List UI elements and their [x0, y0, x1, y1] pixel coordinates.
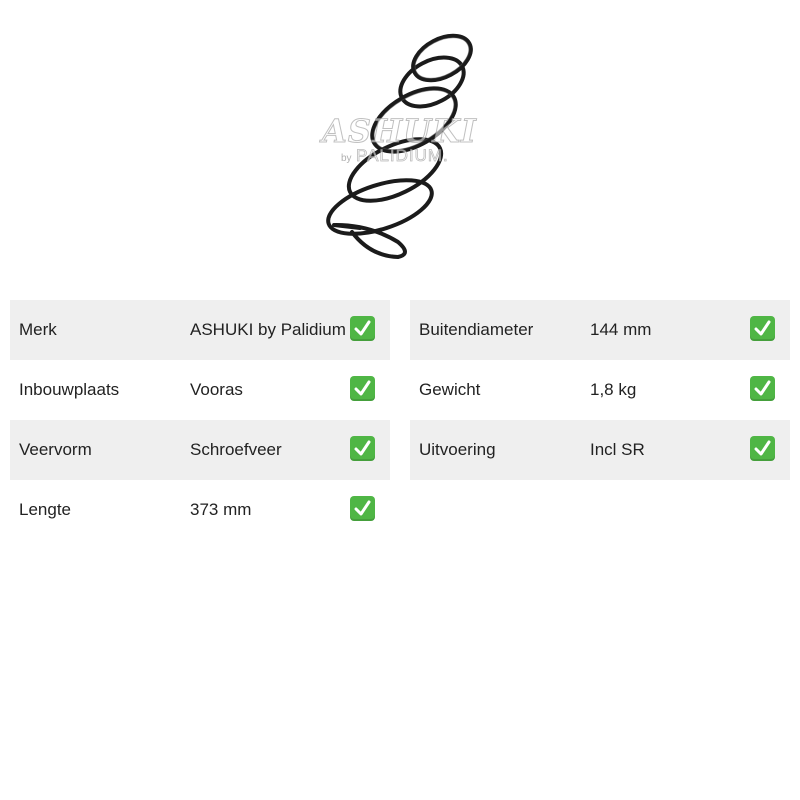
spec-row-buitendiameter	[410, 300, 790, 360]
check-mark-icon	[750, 376, 775, 401]
watermark-sub-text: PALIDIUM.	[356, 146, 449, 165]
spec-table-right	[410, 300, 790, 480]
spec-label: Inbouwplaats	[19, 380, 120, 399]
spec-value: Incl SR	[590, 440, 645, 459]
spec-row-lengte	[10, 480, 390, 540]
spec-label: Veervorm	[19, 440, 92, 459]
check-mark-icon	[350, 376, 375, 401]
spec-table-left	[10, 300, 390, 540]
check-mark-icon	[750, 316, 775, 341]
spec-label: Merk	[19, 320, 57, 339]
coil-spring-icon	[310, 20, 490, 270]
spec-row-veervorm	[10, 420, 390, 480]
watermark-by-text: by	[341, 153, 352, 164]
check-mark-icon	[350, 496, 375, 521]
spec-label: Lengte	[19, 500, 71, 519]
spec-value: ASHUKI by Palidium	[190, 320, 346, 339]
spec-value: 144 mm	[590, 320, 652, 339]
watermark-logo-text: ASHUKI	[322, 112, 477, 150]
spec-label: Gewicht	[419, 380, 481, 399]
spec-row-uitvoering	[410, 420, 790, 480]
spec-value: 1,8 kg	[590, 380, 637, 399]
spec-row-gewicht	[410, 360, 790, 420]
spec-value: Vooras	[190, 380, 243, 399]
spec-value: Schroefveer	[190, 440, 282, 459]
spec-label: Buitendiameter	[419, 320, 534, 339]
coil-spring-image	[310, 20, 490, 270]
spec-label: Uitvoering	[419, 440, 496, 459]
check-mark-icon	[350, 316, 375, 341]
spec-row-inbouwplaats	[10, 360, 390, 420]
check-mark-icon	[750, 436, 775, 461]
spec-row-merk	[10, 300, 390, 360]
check-mark-icon	[350, 436, 375, 461]
spec-value: 373 mm	[190, 500, 252, 519]
